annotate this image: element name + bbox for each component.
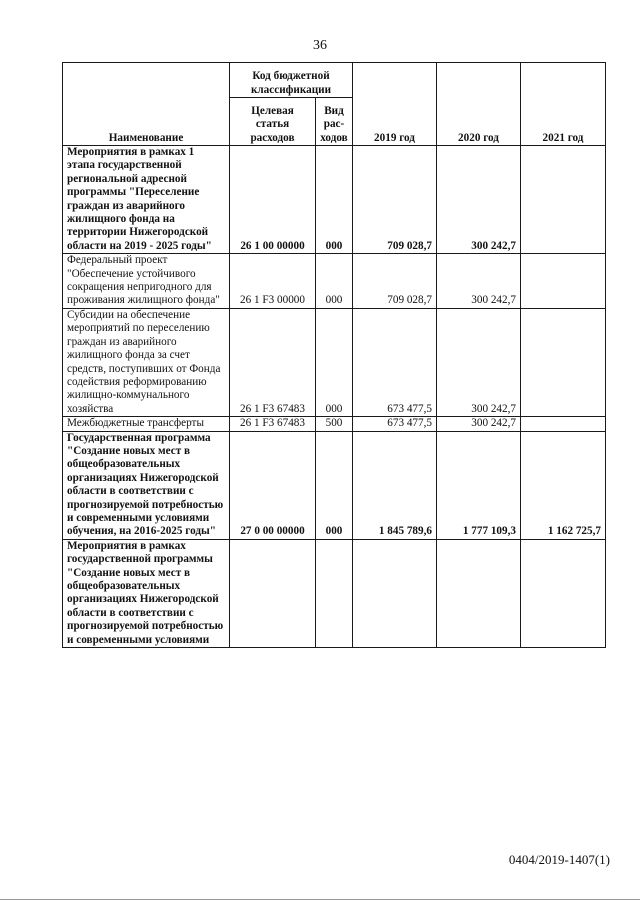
row-2019: 673 477,5 <box>353 308 437 416</box>
row-2021 <box>521 146 606 254</box>
row-code <box>230 539 316 647</box>
row-2019: 709 028,7 <box>353 146 437 254</box>
row-name: Мероприятия в рамках государственной программы "Создание новых мест в общеобразовательных организациях Нижегородской области в соответствии с прогнозируемой потребностью и современными условиями <box>63 539 230 647</box>
row-2021 <box>521 308 606 416</box>
row-code: 27 0 00 00000 <box>230 431 316 539</box>
row-name: Мероприятия в рамках 1 этапа государственной региональной адресной программы "Переселение граждан из аварийного жилищного фонда на территории Нижегородской области на 2019 - 2025 годы" <box>63 146 230 254</box>
row-2020: 300 242,7 <box>437 308 521 416</box>
table-row <box>63 431 606 539</box>
table-row <box>63 417 606 431</box>
header-target-article: Целевая статья расходов <box>230 98 316 146</box>
header-2021: 2021 год <box>521 63 606 146</box>
row-2019: 709 028,7 <box>353 254 437 309</box>
row-vid: 500 <box>316 417 353 431</box>
row-2021 <box>521 417 606 431</box>
row-name: Федеральный проект "Обеспечение устойчивого сокращения непригодного для проживания жилищного фонда" <box>63 254 230 309</box>
table-row <box>63 308 606 416</box>
table-row <box>63 146 606 254</box>
row-2021 <box>521 254 606 309</box>
row-2019: 673 477,5 <box>353 417 437 431</box>
row-2021: 1 162 725,7 <box>521 431 606 539</box>
row-code: 26 1 00 00000 <box>230 146 316 254</box>
row-code: 26 1 F3 00000 <box>230 254 316 309</box>
budget-table <box>62 62 606 648</box>
row-2020 <box>437 539 521 647</box>
scan-edge-divider <box>0 899 640 900</box>
row-2020: 300 242,7 <box>437 146 521 254</box>
row-2019: 1 845 789,6 <box>353 431 437 539</box>
row-vid: 000 <box>316 146 353 254</box>
row-vid <box>316 539 353 647</box>
row-2020: 1 777 109,3 <box>437 431 521 539</box>
row-name: Субсидии на обеспечение мероприятий по переселению граждан из аварийного жилищного фонда за счет средств, поступивших от Фонда содействия реформированию жилищно-коммунального хозяйства <box>63 308 230 416</box>
row-2019 <box>353 539 437 647</box>
row-code: 26 1 F3 67483 <box>230 417 316 431</box>
table-row <box>63 254 606 309</box>
row-vid: 000 <box>316 308 353 416</box>
row-2020: 300 242,7 <box>437 254 521 309</box>
row-name: Межбюджетные трансферты <box>63 417 230 431</box>
row-name: Государственная программа "Создание новых мест в общеобразовательных организациях Нижегородской области в соответствии с прогнозируемой потребностью и современными условиями обучения, на 2016-2025 годы" <box>63 431 230 539</box>
header-expense-type: Вид рас-ходов <box>316 98 353 146</box>
header-budget-classification: Код бюджетной классификации <box>230 63 353 98</box>
row-2021 <box>521 539 606 647</box>
header-2019: 2019 год <box>353 63 437 146</box>
row-vid: 000 <box>316 431 353 539</box>
document-code: 0404/2019-1407(1) <box>508 852 610 867</box>
header-2020: 2020 год <box>437 63 521 146</box>
header-name: Наименование <box>63 63 230 146</box>
row-vid: 000 <box>316 254 353 309</box>
table-row <box>63 539 606 647</box>
row-2020: 300 242,7 <box>437 417 521 431</box>
row-code: 26 1 F3 67483 <box>230 308 316 416</box>
page-number: 36 <box>313 38 327 53</box>
